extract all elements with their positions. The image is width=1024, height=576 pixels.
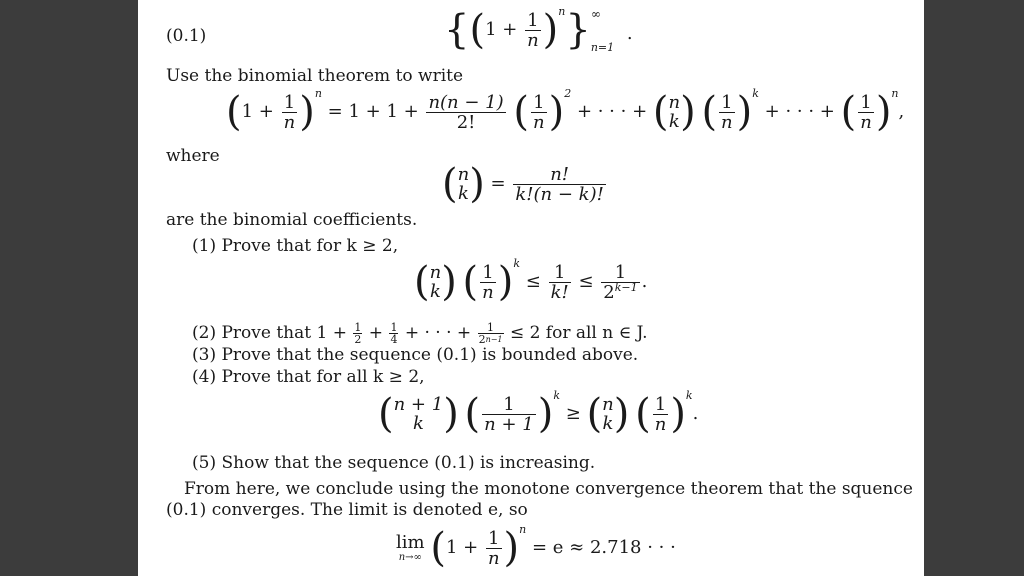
where-label: where xyxy=(166,146,220,166)
coefficients-text: are the binomial coefficients. xyxy=(166,210,418,230)
binomial-coefficient-definition: ( n k ) = $\frac{n!}{k!(n - k)!}$ xyxy=(442,161,604,207)
conclusion-line-1: From here, we conclude using the monotone convergence theorem that the squence xyxy=(184,479,913,499)
inequality-1: ( n k ) ( $\frac{1}{n}$ )$^k$ ≤ $\frac{1}{k!}$ ≤ $\frac{1}{2^{k-1}}$ . xyxy=(414,257,648,305)
right-dark-margin xyxy=(924,0,1024,576)
item-5: (5) Show that the sequence (0.1) is increasing. xyxy=(192,453,596,473)
sequence-definition: {(1 + $\frac{1}{n}$ )$^n$} ∞ n=1 . xyxy=(444,5,633,54)
limit-equation: lim n→∞ (1 + $\frac{1}{n}$ )$^n$ = e ≈ 2.718 · · · xyxy=(396,523,676,571)
binomial-expansion: (1 + $\frac{1}{n}$ )$^n$ = 1 + 1 + $\frac{n(n - 1)}{2!}$ ( $\frac{1}{n}$ )$^2$ + · · · + ( n k ) ( $\frac{1}{n}$ )$^k$ + · · · + ( $\frac{1}{n}$ )$^n$, xyxy=(226,87,905,135)
equation-label: (0.1) xyxy=(166,26,207,46)
item-2: (2) Prove that 1 + $\frac{1}{2}$ + $\frac{1}{4}$ + · · · + $\frac{1}{2^{n-1}}$ ≤ 2 for all n ∈ J. xyxy=(192,321,648,346)
conclusion-line-2: (0.1) converges. The limit is denoted e, so xyxy=(166,500,528,520)
item-3: (3) Prove that the sequence (0.1) is bounded above. xyxy=(192,345,639,365)
document-page xyxy=(138,0,924,576)
item-1: (1) Prove that for k ≥ 2, xyxy=(192,236,399,256)
inequality-2: ( n + 1 k ) ( $\frac{1}{n + 1}$ )$^k$ ≥ ( n k ) ( $\frac{1}{n}$ )$^k$. xyxy=(378,389,699,437)
left-dark-margin xyxy=(0,0,138,576)
intro-text: Use the binomial theorem to write xyxy=(166,66,464,86)
item-4: (4) Prove that for all k ≥ 2, xyxy=(192,367,425,387)
